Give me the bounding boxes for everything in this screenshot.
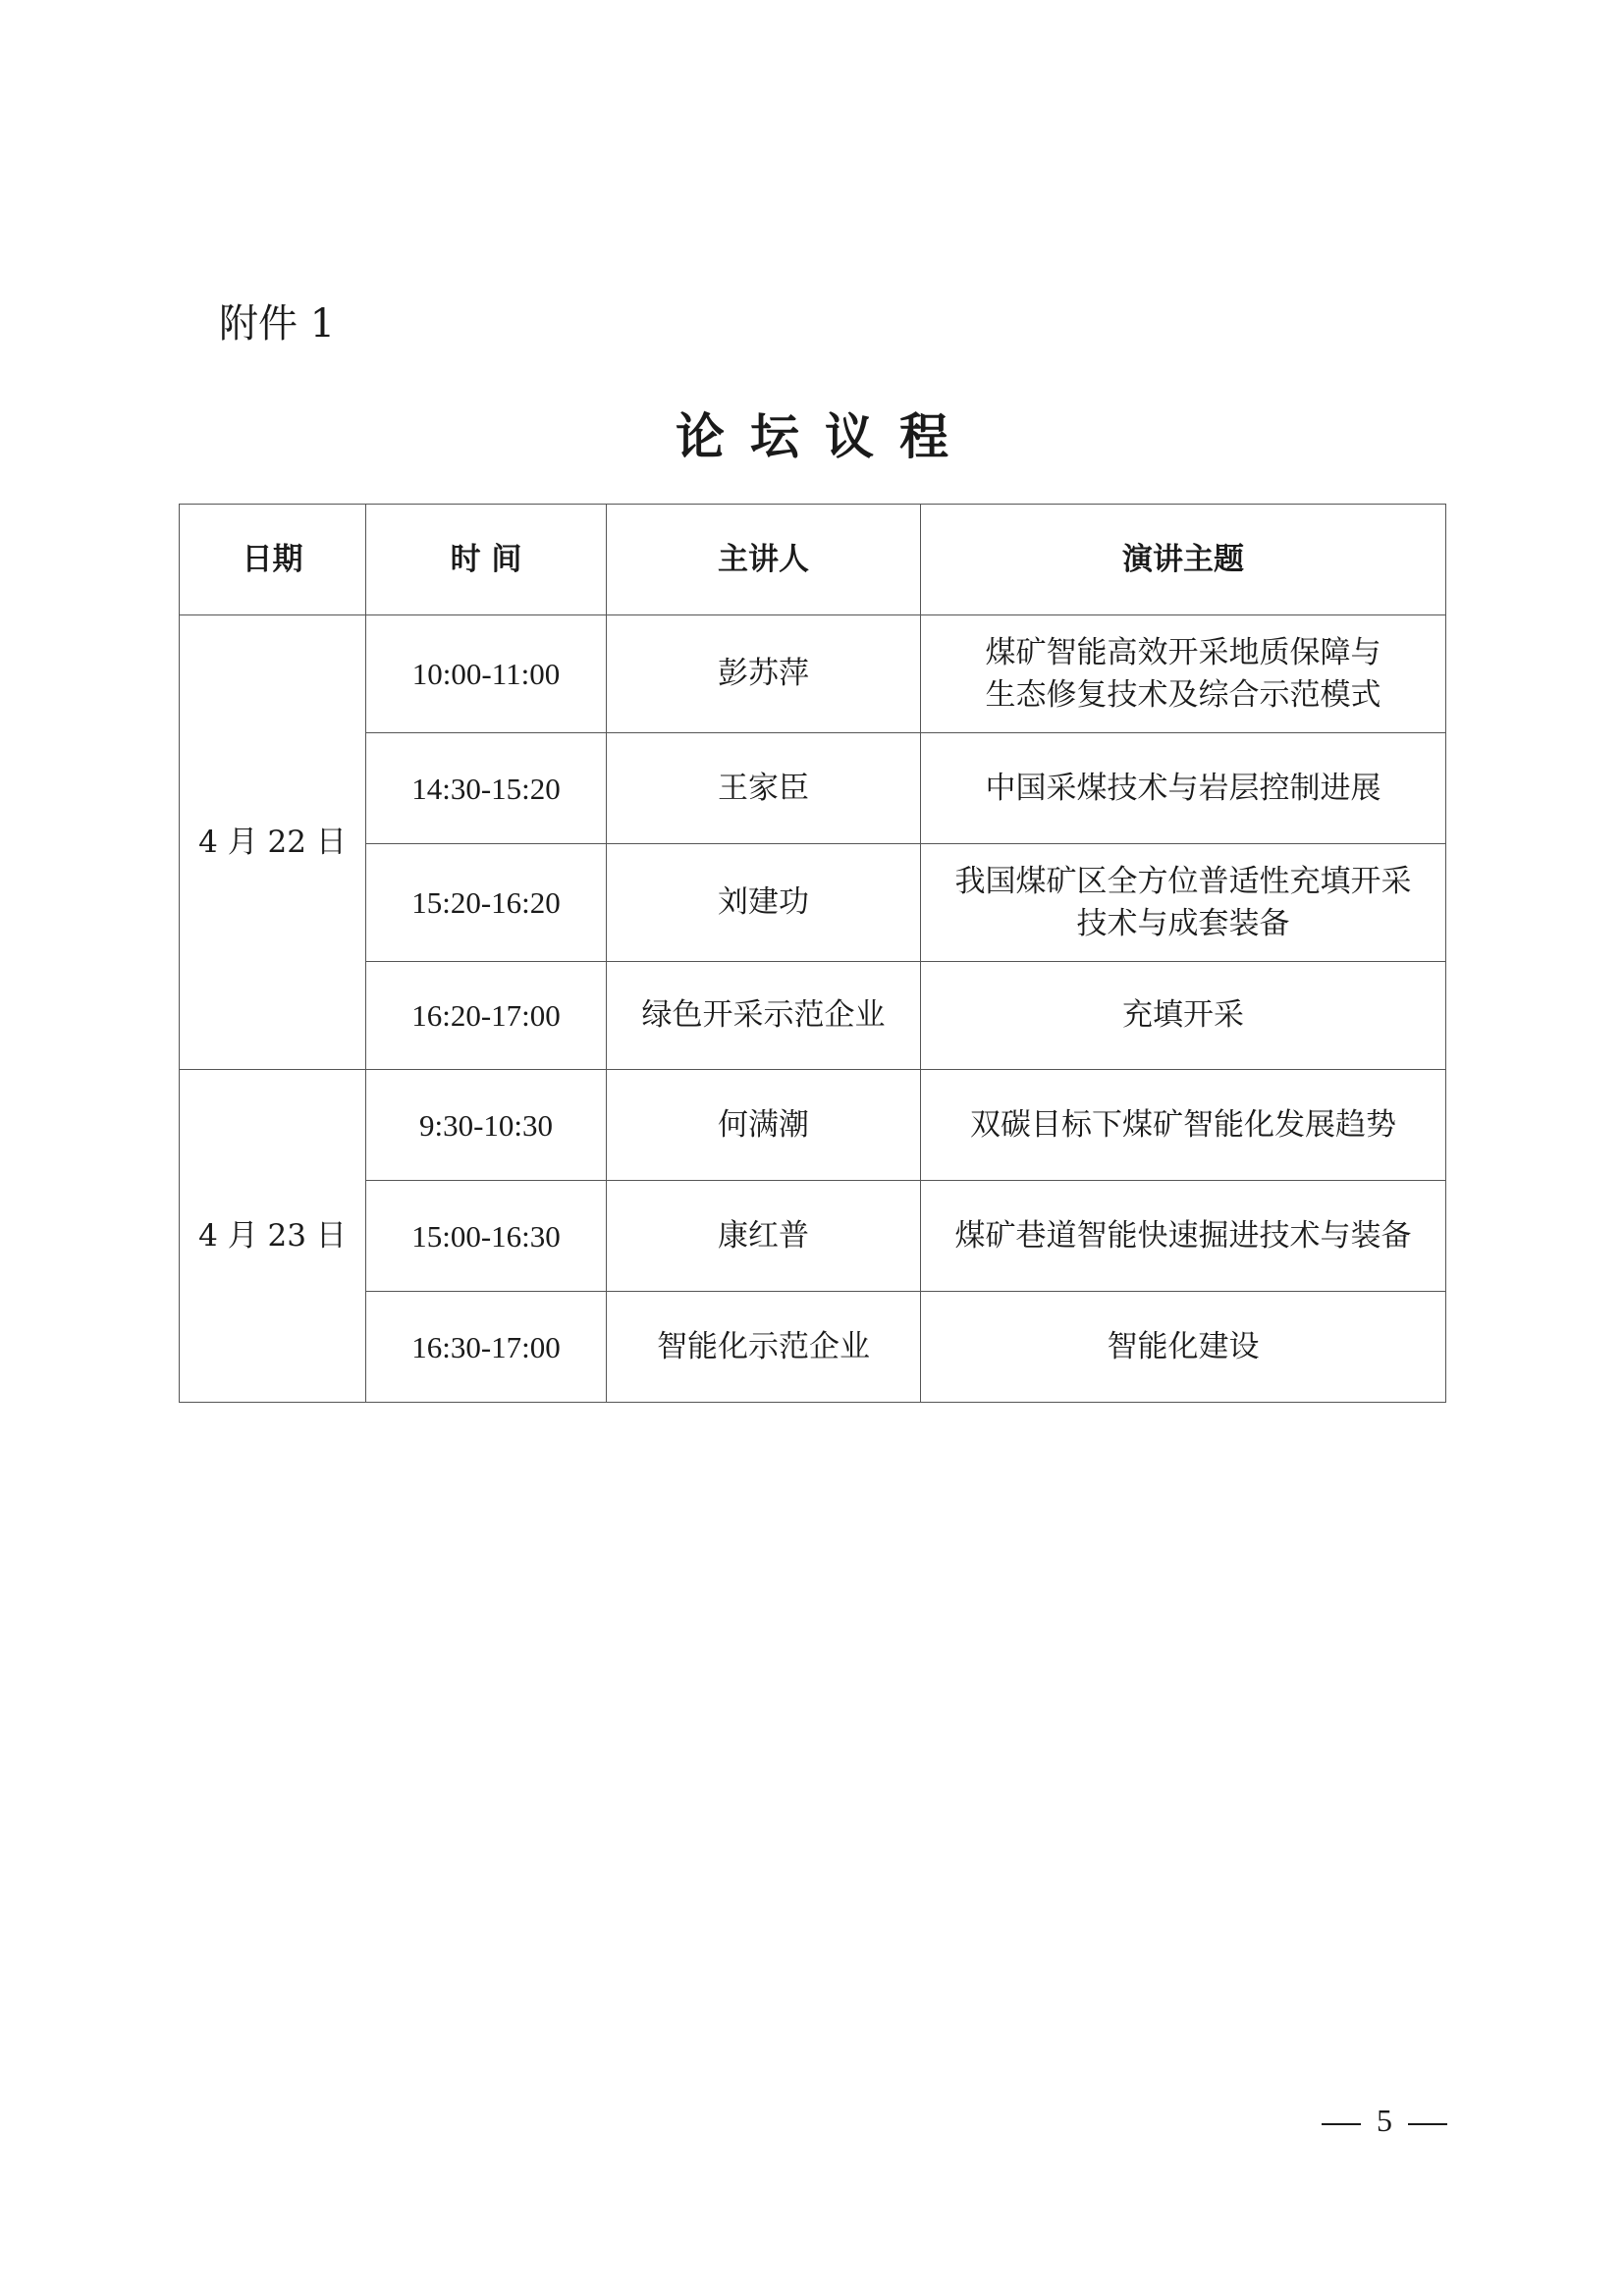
topic-cell [921, 844, 1446, 962]
attachment-label: 附件 1 [219, 301, 336, 347]
table-row [180, 1292, 1446, 1403]
dash-left [1322, 2123, 1361, 2125]
table-row [180, 615, 1446, 733]
topic-line: 生态修复技术及综合示范模式 [985, 676, 1381, 713]
topic-line: 我国煤矿区全方位普适性充填开采 [954, 863, 1412, 899]
page-number [1306, 2099, 1463, 2142]
date-cell: 4 月 23 日 [180, 1070, 366, 1403]
speaker-cell: 绿色开采示范企业 [607, 962, 921, 1070]
time-cell: 14:30-15:20 [366, 733, 607, 844]
topic-line: 充填开采 [1122, 997, 1244, 1033]
speaker-cell: 智能化示范企业 [607, 1292, 921, 1403]
table-row [180, 1181, 1446, 1292]
header-speaker: 主讲人 [607, 505, 921, 615]
page-number-value: 5 [1377, 2103, 1392, 2138]
speaker-cell: 彭苏萍 [607, 615, 921, 733]
time-cell: 16:20-17:00 [366, 962, 607, 1070]
topic-cell [921, 1181, 1446, 1292]
table-row [180, 844, 1446, 962]
page-title: 论坛议程 [676, 407, 974, 465]
date-cell: 4 月 22 日 [180, 615, 366, 1070]
table-row [180, 962, 1446, 1070]
dash-right [1408, 2123, 1447, 2125]
topic-cell [921, 615, 1446, 733]
topic-cell [921, 962, 1446, 1070]
time-cell: 10:00-11:00 [366, 615, 607, 733]
topic-cell [921, 733, 1446, 844]
topic-line: 技术与成套装备 [1076, 905, 1290, 941]
time-cell: 15:00-16:30 [366, 1181, 607, 1292]
agenda-table [179, 504, 1446, 1403]
topic-line: 智能化建设 [1107, 1328, 1260, 1364]
table-row [180, 1070, 1446, 1181]
speaker-cell: 王家臣 [607, 733, 921, 844]
topic-line: 煤矿巷道智能快速掘进技术与装备 [954, 1217, 1412, 1254]
time-cell: 15:20-16:20 [366, 844, 607, 962]
speaker-cell: 何满潮 [607, 1070, 921, 1181]
header-topic: 演讲主题 [921, 505, 1446, 615]
topic-cell [921, 1292, 1446, 1403]
topic-line: 中国采煤技术与岩层控制进展 [985, 770, 1381, 806]
header-date: 日期 [180, 505, 366, 615]
header-time: 时 间 [366, 505, 607, 615]
table-row [180, 733, 1446, 844]
topic-line: 双碳目标下煤矿智能化发展趋势 [970, 1106, 1396, 1143]
time-cell: 9:30-10:30 [366, 1070, 607, 1181]
table-header-row [180, 505, 1446, 615]
topic-line: 煤矿智能高效开采地质保障与 [985, 634, 1381, 670]
speaker-cell: 刘建功 [607, 844, 921, 962]
speaker-cell: 康红普 [607, 1181, 921, 1292]
time-cell: 16:30-17:00 [366, 1292, 607, 1403]
topic-cell [921, 1070, 1446, 1181]
